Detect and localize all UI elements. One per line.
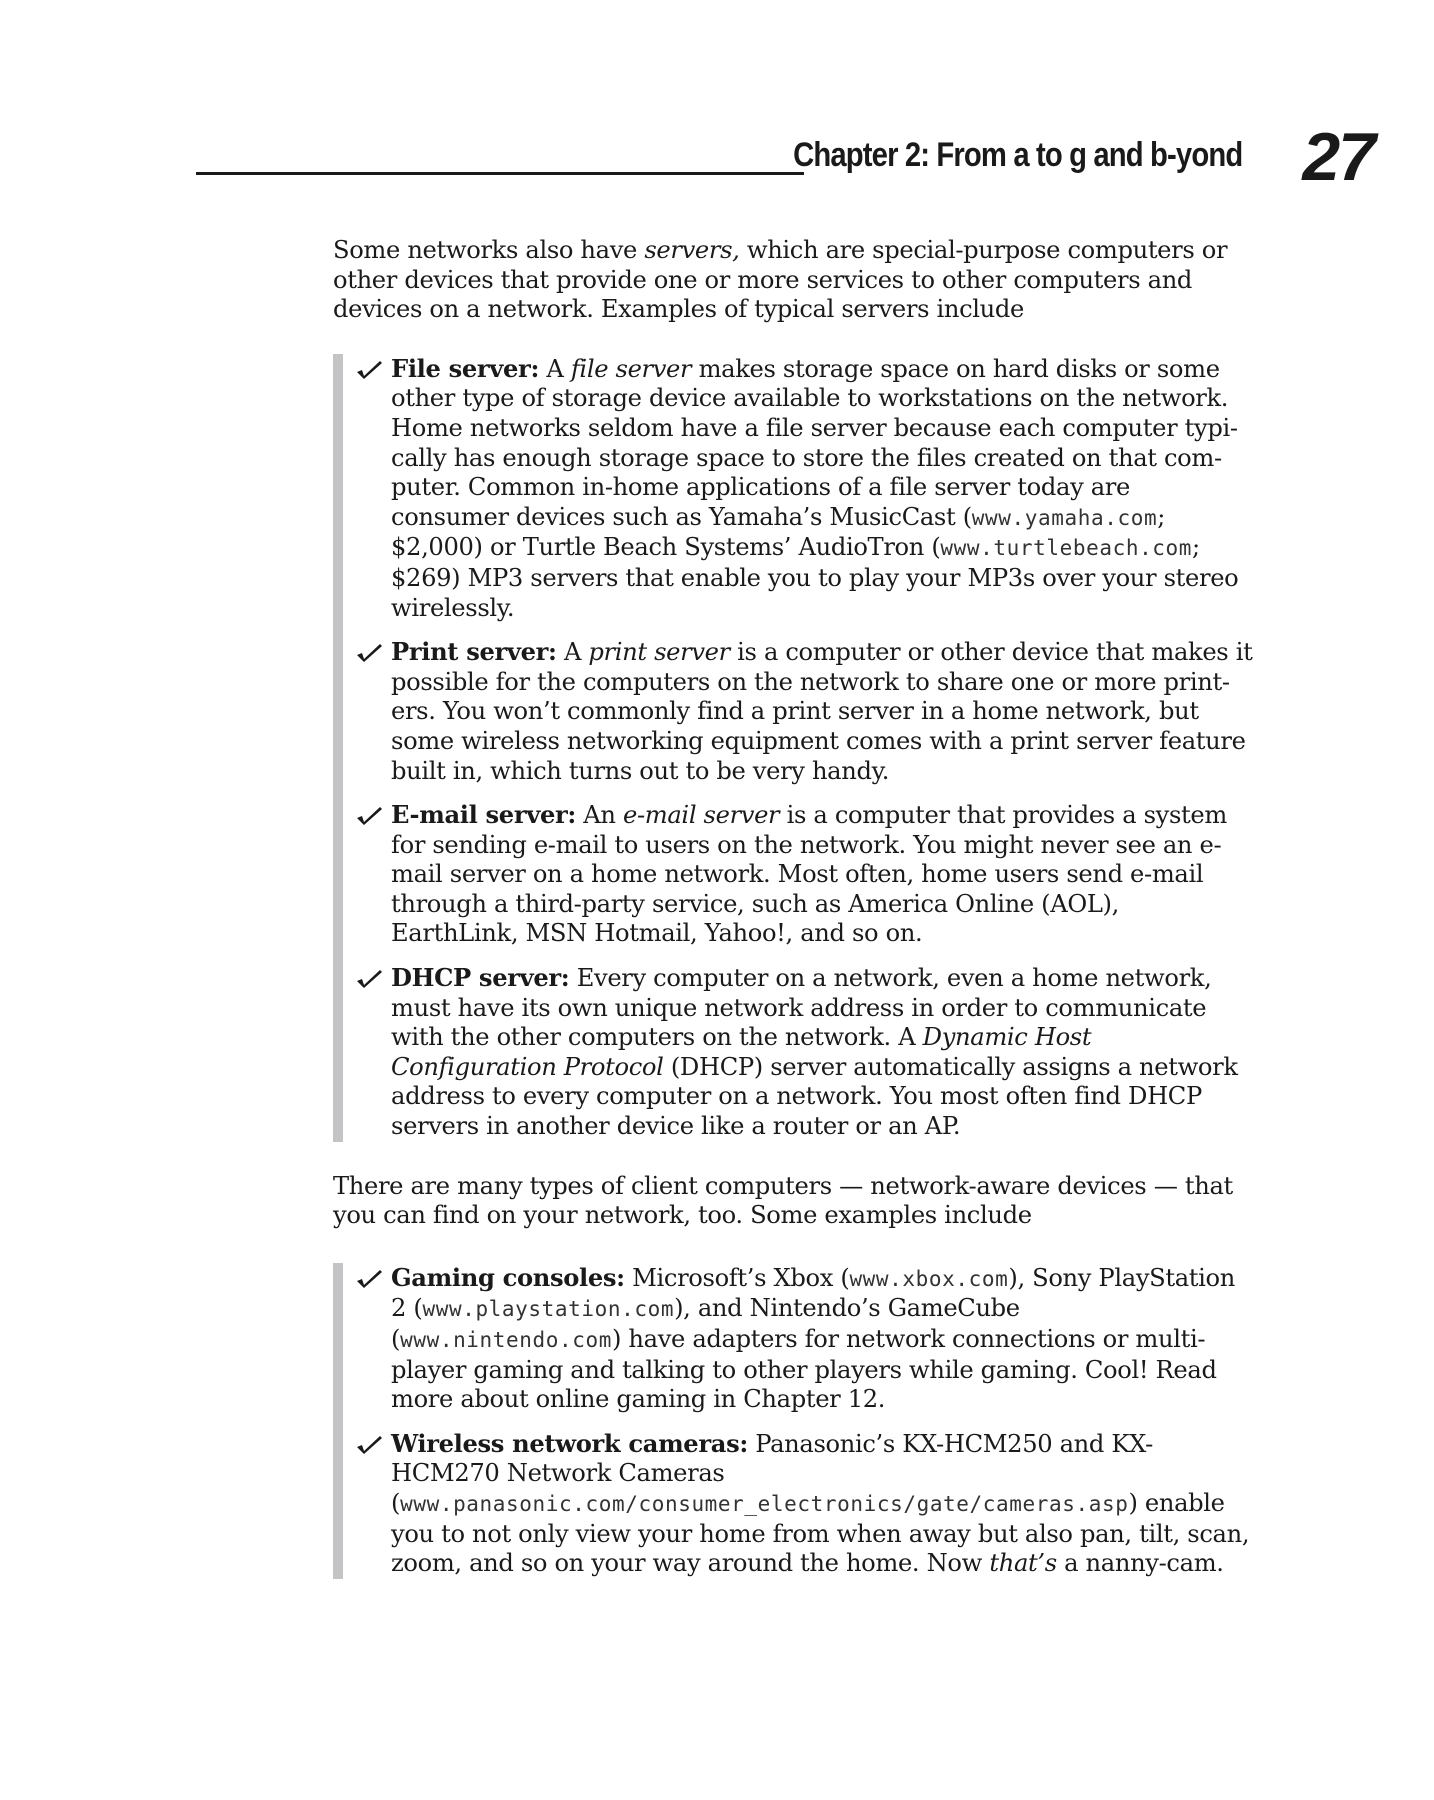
check-icon (355, 804, 383, 826)
item-text: ), and Nintendo’s GameCube ( (391, 1294, 1020, 1353)
item-text: a nanny-cam. (1056, 1549, 1224, 1578)
item-text: ), Sony PlayStation 2 ( (391, 1263, 1235, 1323)
check-icon (355, 1433, 383, 1455)
sidebar-bar (333, 1263, 343, 1579)
header-rule (196, 172, 804, 175)
sidebar-bar (333, 354, 343, 1142)
item-lead: Gaming consoles: (391, 1262, 625, 1292)
intro-paragraph (333, 236, 1253, 325)
clients-intro-paragraph: There are many types of client computers — network-aware devices — that you can find on your network, too. Some examples include (333, 1171, 1233, 1230)
item-text: An (575, 801, 623, 830)
page-number: 27 (1302, 119, 1374, 195)
page-body (333, 236, 1253, 1579)
intro-emphasis: servers, (644, 236, 740, 264)
item-text: is a computer that provides a system for sending e-mail to users on the network. You might never see an e-mail server on a home network. Most often, home users send e-mail through a third-party service, such as America Online (AOL), EarthLink, MSN Hotmail, Yahoo!, and so on. (391, 801, 1227, 948)
check-icon (355, 967, 383, 989)
url-link: www.panasonic.com/consumer_electronics/gate/cameras.asp (400, 1491, 1129, 1516)
item-text: A (539, 354, 571, 383)
item-text: ) enable you to not only view your home from when away but also pan, tilt, scan, zoom, and so on your way around the home. Now (391, 1488, 1250, 1578)
item-emphasis: e-mail server (622, 801, 780, 830)
url-link: www.nintendo.com (400, 1328, 612, 1352)
list-item-print-server (391, 637, 1253, 786)
item-text: makes storage space on hard disks or some other type of storage device available to workstations on the network. Home networks seldom have a file server because each computer typi-cally has enough storage space to store the files created on that com-puter. Common in-home applications of a file server today are consumer devices such as Yamaha’s MusicCast ( (391, 354, 1238, 531)
item-lead: Print server: (391, 637, 557, 667)
item-lead: Wireless network cameras: (391, 1428, 748, 1458)
item-text: A (556, 638, 589, 667)
clients-list (333, 1263, 1253, 1579)
item-emphasis: Dynamic Host Configuration Protocol (391, 1023, 1092, 1081)
item-lead: DHCP server: (391, 963, 570, 993)
item-text: Panasonic’s KX-HCM250 and KX-HCM270 Network Cameras ( (391, 1429, 1153, 1517)
item-emphasis: file server (570, 354, 692, 383)
list-item-file-server (391, 354, 1253, 623)
url-link: www.playstation.com (422, 1297, 675, 1322)
url-link: www.turtlebeach.com (940, 536, 1193, 561)
item-text: ) have adapters for network connections or multi-player gaming and talking to other players while gaming. Cool! Read more about online gaming in Chapter 12. (391, 1325, 1217, 1414)
intro-text-1: Some networks also have (333, 236, 645, 264)
url-link: www.xbox.com (849, 1266, 1009, 1291)
item-text: ; $2,000) or Turtle Beach Systems’ AudioTron ( (391, 502, 1166, 562)
item-text: (DHCP) server automatically assigns a network address to every computer on a network. You most often find DHCP servers in another device like a router or an AP. (391, 1052, 1238, 1141)
item-emphasis: print server (588, 638, 730, 667)
intro-text-2: which are special-purpose computers or other devices that provide one or more services to other computers and devices on a network. Examples of typical servers include (333, 236, 1228, 324)
list-item-dhcp-server (391, 963, 1253, 1142)
list-item-network-cameras (391, 1429, 1253, 1579)
chapter-title: Chapter 2: From a to g and b-yond (792, 136, 1242, 174)
item-lead: File server: (391, 353, 540, 383)
item-text: is a computer or other device that makes it possible for the computers on the network to share one or more print-ers. You won’t commonly find a print server in a home network, but some wireless networking equipment comes with a print server feature built in, which turns out to be very handy. (391, 638, 1253, 785)
check-icon (355, 1267, 383, 1289)
item-emphasis: that’s (989, 1549, 1057, 1578)
list-item-gaming-consoles (391, 1263, 1253, 1415)
check-icon (355, 641, 383, 663)
url-link: www.yamaha.com (971, 505, 1158, 530)
item-text: Microsoft’s Xbox ( (624, 1263, 850, 1292)
list-item-email-server (391, 800, 1253, 949)
item-text: Every computer on a network, even a home network, must have its own unique network address in order to communicate with the other computers on the network. A (391, 964, 1212, 1052)
servers-list (333, 354, 1253, 1142)
item-lead: E-mail server: (391, 800, 576, 830)
item-text: ; $269) MP3 servers that enable you to play your MP3s over your stereo wirelessly. (391, 533, 1239, 622)
check-icon (355, 358, 383, 380)
